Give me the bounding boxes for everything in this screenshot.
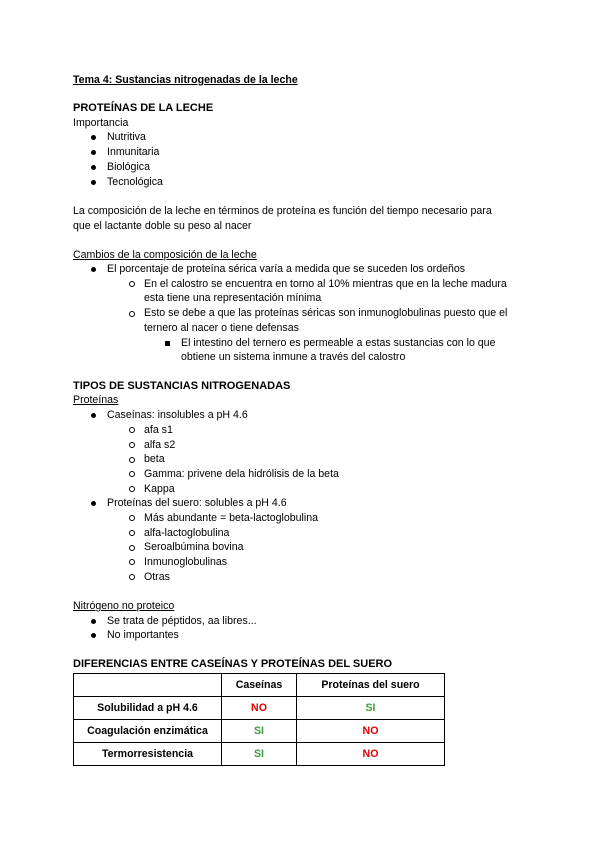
cell-suero: NO — [297, 720, 445, 743]
row-label: Termorresistencia — [74, 743, 222, 766]
cell-suero: NO — [297, 743, 445, 766]
table-header-caseinas: Caseínas — [222, 674, 297, 697]
list-item: alfa s2 — [144, 439, 176, 451]
bullet-circle-icon — [129, 442, 135, 448]
bullet-circle-icon — [129, 457, 135, 463]
bullet-circle-icon — [129, 311, 135, 317]
bullet-circle-icon — [129, 281, 135, 287]
section-heading-proteinas: PROTEÍNAS DE LA LECHE — [73, 102, 214, 114]
cell-caseinas: NO — [222, 697, 297, 720]
list-item: Nutritiva — [107, 131, 146, 143]
subheading-importancia: Importancia — [73, 117, 129, 129]
list-item: Otras — [144, 571, 170, 583]
table-row — [74, 720, 445, 743]
list-item: Inmunoglobulinas — [144, 556, 228, 568]
cell-suero: SI — [297, 697, 445, 720]
subheading-proteinas: Proteínas — [73, 394, 119, 406]
list-item: El porcentaje de proteína sérica varía a medida que se suceden los ordeños — [107, 263, 466, 275]
list-item: alfa-lactoglobulina — [144, 527, 230, 539]
list-item: El intestino del ternero es permeable a estas sustancias con lo que — [181, 337, 496, 349]
list-item-continuation: obtiene un sistema inmune a través del calostro — [181, 351, 406, 363]
list-item: afa s1 — [144, 424, 173, 436]
list-item: Kappa — [144, 483, 175, 495]
bullet-circle-icon — [129, 559, 135, 565]
bullet-dot-icon — [91, 633, 96, 638]
paragraph-line: La composición de la leche en términos de proteína es función del tiempo necesario para — [73, 205, 492, 217]
list-item-continuation: ternero al nacer o tiene defensas — [144, 322, 299, 334]
subheading-cambios: Cambios de la composición de la leche — [73, 249, 257, 261]
bullet-circle-icon — [129, 530, 135, 536]
bullet-circle-icon — [129, 515, 135, 521]
table-header-row — [74, 674, 445, 697]
list-item: No importantes — [107, 629, 179, 641]
bullet-circle-icon — [129, 486, 135, 492]
row-label: Solubilidad a pH 4.6 — [74, 697, 222, 720]
list-item: Inmunitaria — [107, 146, 160, 158]
list-item: Proteínas del suero: solubles a pH 4.6 — [107, 497, 287, 509]
bullet-dot-icon — [91, 180, 96, 185]
cell-caseinas: SI — [222, 720, 297, 743]
bullet-dot-icon — [91, 165, 96, 170]
bullet-square-icon — [165, 341, 170, 346]
list-item: Se trata de péptidos, aa libres... — [107, 615, 257, 627]
bullet-dot-icon — [91, 150, 96, 155]
row-label: Coagulación enzimática — [74, 720, 222, 743]
bullet-dot-icon — [91, 267, 96, 272]
bullet-circle-icon — [129, 471, 135, 477]
cell-caseinas: SI — [222, 743, 297, 766]
section-heading-diferencias: DIFERENCIAS ENTRE CASEÍNAS Y PROTEÍNAS DEL SUERO — [73, 658, 393, 670]
list-item: Gamma: privene dela hidrólisis de la beta — [144, 468, 339, 480]
list-item: Biológica — [107, 161, 150, 173]
list-item: Seroalbúmina bovina — [144, 541, 244, 553]
paragraph-line: que el lactante doble su peso al nacer — [73, 220, 252, 232]
list-item: Tecnológica — [107, 176, 163, 188]
bullet-circle-icon — [129, 574, 135, 580]
list-item: En el calostro se encuentra en torno al 10% mientras que en la leche madura — [144, 278, 507, 290]
bullet-dot-icon — [91, 619, 96, 624]
bullet-dot-icon — [91, 413, 96, 418]
table-row — [74, 697, 445, 720]
table-row — [74, 743, 445, 766]
bullet-dot-icon — [91, 135, 96, 140]
comparison-table — [73, 673, 445, 766]
table-header-empty — [74, 674, 222, 697]
list-item: Esto se debe a que las proteínas séricas son inmunoglobulinas puesto que el — [144, 307, 508, 319]
bullet-circle-icon — [129, 545, 135, 551]
list-item: Más abundante = beta-lactoglobulina — [144, 512, 319, 524]
list-item-continuation: esta tiene una representación mínima — [144, 292, 322, 304]
bullet-circle-icon — [129, 427, 135, 433]
subheading-nitrogeno: Nitrógeno no proteico — [73, 600, 175, 612]
list-item: beta — [144, 453, 165, 465]
table-header-suero: Proteínas del suero — [297, 674, 445, 697]
list-item: Caseínas: insolubles a pH 4.6 — [107, 409, 248, 421]
bullet-dot-icon — [91, 501, 96, 506]
section-heading-tipos: TIPOS DE SUSTANCIAS NITROGENADAS — [73, 380, 291, 392]
page-title: Tema 4: Sustancias nitrogenadas de la leche — [73, 74, 298, 86]
